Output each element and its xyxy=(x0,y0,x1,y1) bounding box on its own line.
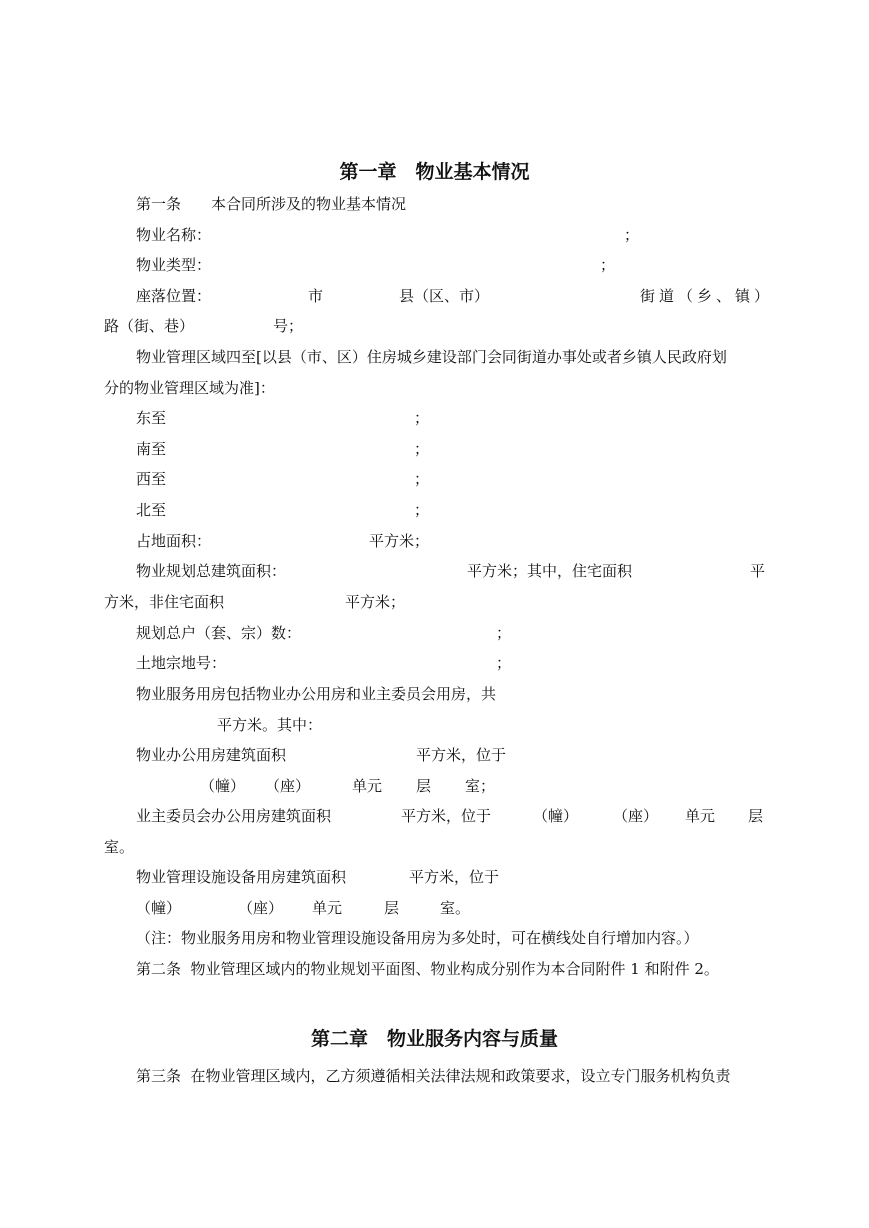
non-residential-unit: 平方米； xyxy=(345,593,406,611)
boundary-line-2: 分的物业管理区域为准]： xyxy=(104,379,275,397)
location-county: 县（区、市） xyxy=(399,287,490,305)
chapter-1-title: 第一章 物业基本情况 xyxy=(339,161,530,183)
committee-block: （座） xyxy=(613,807,659,825)
service-rooms-line-2: 平方米。其中： xyxy=(217,716,323,734)
facility-area-unit: 平方米，位于 xyxy=(409,868,500,886)
facility-building: （幢） xyxy=(136,899,182,917)
property-type-label: 物业类型： xyxy=(136,256,212,274)
chapter-2-title: 第二章 物业服务内容与质量 xyxy=(310,1028,558,1050)
article-3: 第三条 在物业管理区域内，乙方须遵循相关法律法规和政策要求，设立专门服务机构负责 xyxy=(136,1067,731,1085)
boundary-east-end: ； xyxy=(414,409,430,427)
households-end: ； xyxy=(496,624,512,642)
article-2: 第二条 物业管理区域内的物业规划平面图、物业构成分别作为本合同附件 1 和附件 2。 xyxy=(136,960,719,978)
office-area-label: 物业办公用房建筑面积 xyxy=(136,746,287,764)
property-name-label: 物业名称： xyxy=(136,226,212,244)
boundary-south: 南至 xyxy=(136,440,167,458)
land-area-label: 占地面积： xyxy=(136,532,212,550)
facility-room: 室。 xyxy=(440,899,471,917)
note: （注：物业服务用房和物业管理设施设备用房为多处时，可在横线处自行增加内容。） xyxy=(136,929,699,947)
facility-area-label: 物业管理设施设备用房建筑面积 xyxy=(136,868,347,886)
parcel-number-label: 土地宗地号： xyxy=(136,654,227,672)
boundary-north-end: ； xyxy=(414,501,430,519)
parcel-number-end: ； xyxy=(496,654,512,672)
committee-area-label: 业主委员会办公用房建筑面积 xyxy=(136,807,332,825)
facility-floor: 层 xyxy=(384,899,400,917)
office-block: （座） xyxy=(265,777,311,795)
committee-area-unit: 平方米，位于 xyxy=(401,807,492,825)
committee-floor: 层 xyxy=(748,807,764,825)
land-area-unit: 平方米； xyxy=(369,532,430,550)
article-1: 第一条 本合同所涉及的物业基本情况 xyxy=(136,195,407,213)
boundary-north: 北至 xyxy=(136,501,167,519)
committee-room: 室。 xyxy=(104,838,135,856)
committee-building: （幢） xyxy=(533,807,579,825)
boundary-line-1: 物业管理区域四至[以县（市、区）住房城乡建设部门会同街道办事处或者乡镇人民政府划 xyxy=(136,348,727,366)
households-label: 规划总户（套、宗）数： xyxy=(136,624,302,642)
location-number: 号； xyxy=(273,317,304,335)
location-road: 路（街、巷） xyxy=(104,317,195,335)
boundary-south-end: ； xyxy=(414,440,430,458)
office-building: （幢） xyxy=(200,777,246,795)
non-residential-label: 方米，非住宅面积 xyxy=(104,593,225,611)
location-city: 市 xyxy=(308,287,324,305)
facility-block: （座） xyxy=(238,899,284,917)
facility-unit: 单元 xyxy=(312,899,343,917)
boundary-east: 东至 xyxy=(136,409,167,427)
office-floor: 层 xyxy=(416,777,432,795)
location-label: 座落位置： xyxy=(136,287,212,305)
committee-unit: 单元 xyxy=(685,807,716,825)
office-room: 室； xyxy=(465,777,496,795)
office-area-unit: 平方米，位于 xyxy=(416,746,507,764)
boundary-west-end: ； xyxy=(414,470,430,488)
planned-area-end: 平 xyxy=(750,562,766,580)
property-type-end: ； xyxy=(600,256,616,274)
boundary-west: 西至 xyxy=(136,470,167,488)
office-unit: 单元 xyxy=(352,777,383,795)
service-rooms-line-1: 物业服务用房包括物业办公用房和业主委员会用房，共 xyxy=(136,685,497,703)
planned-area-middle: 平方米；其中，住宅面积 xyxy=(467,562,633,580)
property-name-end: ； xyxy=(624,226,640,244)
planned-area-label: 物业规划总建筑面积： xyxy=(136,562,287,580)
location-street: 街道（乡、镇） xyxy=(640,287,774,305)
